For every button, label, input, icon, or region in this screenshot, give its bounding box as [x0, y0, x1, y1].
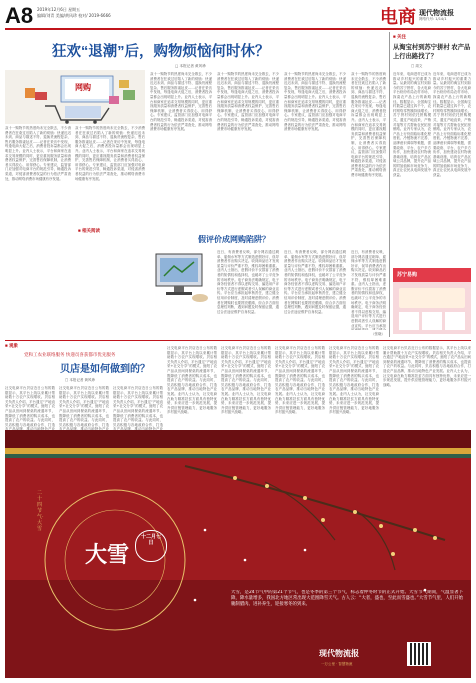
paper-name: 现代物流报 — [419, 9, 454, 17]
ad-grid-3 — [445, 312, 465, 330]
main-body-col1: 双十一购物节的热度尚未完全散去，不少消费者在狂欢过后陷入了新的烦恼：快递迟迟未到、商品与描述不符、退换货流程复杂、售后服务推诿扯皮……记者在采访中发现，每逢电商大促之后，消费者投诉量都会出现明显上升。业内人士表示，平台和商家在追求交易规模的同时，更应重视服务质量和消费者权益保护，完善售后保障机制，让消费者买得放心、用得舒心。专家建议，监管部门应加强对电商平台的规范引导，畅通投诉渠道，对侵害消费者权益的行为依法严肃查处，推动网络消费市场健康有序发展。 — [5, 126, 71, 181]
sidebar-headline: 从淘宝村到苏宁拼村 农产品上行出路找了？ — [393, 44, 471, 60]
section-title: 电商 — [380, 7, 416, 27]
sidebar-tag-marker-icon: ■ — [393, 34, 397, 39]
shopping-cart-icon — [5, 70, 145, 124]
observe-byline: □ 本报记者 黄风珍 — [65, 378, 96, 382]
observe-rule — [5, 340, 471, 341]
sidebar-ad — [393, 268, 471, 334]
ad-grid-2 — [422, 312, 442, 330]
editor-line: 编辑/刘青 美编/黄风珍 校对/ 2019-6666 — [37, 13, 111, 18]
main-body-col5: 双十一购物节的热度尚未完全散去，不少消费者在狂欢过后陷入了新的烦恼：快递迟迟未到、商品与描述不符、退换货流程复杂、售后服务推诿扯皮……记者在采访中发现，每逢电商大促之后，消费者投诉量都会出现明显上升。业内人士表示，平台和商家在追求交易规模的同时，更应重视服务质量和消费者权益保护，完善售后保障机制，让消费者买得放心、用得舒心。专家建议，监管部门应加强对电商平台的规范引导，畅通投诉渠道，对侵害消费者权益的行为依法严肃查处，推动网络消费市场健康有序发展。 — [284, 72, 346, 132]
date-seal-text: 十二月七日 — [141, 535, 162, 546]
main-byline: □ 本报记者 黄风珍 — [175, 64, 206, 68]
qr-code-icon — [407, 642, 431, 666]
banner-logo-sub: 一万公里 · 智慧物流 — [321, 662, 353, 666]
sub-body-col2: 近日，有消费者反映，部分网店通过刷单、雇佣水军等方式制造虚假好评，误导消费者作出购买决定。收到商品后才发现质量与评价严重不符，维权却困难重重。业内人士指出，虚假评价不仅损害了消费者的知情权和选择权，也破坏了公平竞争的市场秩序。电子商务法明确规定，电子商务经营者不得以虚构交易、编造用户评价等方式进行虚假或者引人误解的商业宣传。平台应当承担起审核责任，建立健全信用评价制度，及时清理虚假评价。消费者在网购时也要擦亮眼睛，综合多方面信息理性判断，遇到问题及时保留证据，通过合法途径维护自身权益。 — [284, 250, 346, 314]
shopping-illustration — [5, 70, 145, 124]
image-sign: 网购 — [75, 83, 91, 92]
solar-term-name: 大雪 — [85, 542, 130, 567]
observe-body-col5: 社交电商平台贝店近日公布的数据显示，其平台上线以来累计帮助数十万农户实现增收。贝店相关负责人介绍，平台通过“产地直采+社交分享”的模式，缩短了农产品从田间到餐桌的流通环节，既降低了消费者的购买成本，也提高了农户的收益。与此同时，贝店积极与各地政府合作，打造农产品品牌，推动当地特色产业发展。业内人士认为，社交电商在助力精准扶贫方面具有独特优势，未来应进一步规范发展，提升供应链管理能力，更好地服务乡村振兴战略。 — [221, 346, 271, 415]
sub-line: 网络代号: 1/14/1 — [419, 17, 447, 21]
sub-kicker-marker-icon: ■ — [78, 228, 82, 233]
sub-kicker-label: 相关阅读 — [81, 228, 100, 233]
observe-body-col4: 社交电商平台贝店近日公布的数据显示，其平台上线以来累计帮助数十万农户实现增收。贝店相关负责人介绍，平台通过“产地直采+社交分享”的模式，缩短了农产品从田间到餐桌的流通环节，既降低了消费者的购买成本，也提高了农户的收益。与此同时，贝店积极与各地政府合作，打造农产品品牌，推动当地特色产业发展。业内人士认为，社交电商在助力精准扶贫方面具有独特优势，未来应进一步规范发展，提升供应链管理能力，更好地服务乡村振兴战略。 — [167, 346, 217, 415]
sub-body-col3: 近日，有消费者反映，部分网店通过刷单、雇佣水军等方式制造虚假好评，误导消费者作出购买决定。收到商品后才发现质量与评价严重不符，维权却困难重重。业内人士指出，虚假评价不仅损害了消费者的知情权和选择权，也破坏了公平竞争的市场秩序。电子商务法明确规定，电子商务经营者不得以虚构交易、编造用户评价等方式进行虚假或者引人误解的商业宣传。平台应当承担 — [351, 250, 386, 328]
observe-body-col7: 社交电商平台贝店近日公布的数据显示，其平台上线以来累计帮助数十万农户实现增收。贝店相关负责人介绍，平台通过“产地直采+社交分享”的模式，缩短了农产品从田间到餐桌的流通环节，既降低了消费者的购买成本，也提高了农户的收益。与此同时，贝店积极与各地政府合作，打造农产品品牌，推动当地特色产业发展。业内人士认为，社交电商在助力精准扶贫方面具有独特优势，未来应进一步规范发展，提升供应链管理能力，更好地服务乡村振兴战略。 — [329, 346, 379, 415]
ad-label: 苏宁易购 — [397, 272, 418, 278]
observe-body-col2: 社交电商平台贝店近日公布的数据显示，其平台上线以来累计帮助数十万农户实现增收。贝店相关负责人介绍，平台通过“产地直采+社交分享”的模式，缩短了农产品从田间到餐桌的流通环节，既降低了消费者的购买成本，也提高了农户的收益。与此同时，贝店积极与各地政府合作，打造 — [59, 386, 109, 427]
sub-end-mark: （张晓） — [371, 332, 385, 336]
sub-kicker — [78, 228, 100, 234]
observe-body-col6: 社交电商平台贝店近日公布的数据显示，其平台上线以来累计帮助数十万农户实现增收。贝店相关负责人介绍，平台通过“产地直采+社交分享”的模式，缩短了农产品从田间到餐桌的流通环节，既降低了消费者的购买成本，也提高了农户的收益。与此同时，贝店积极与各地政府合作，打造农产品品牌，推动当地特色产业发展。业内人士认为，社交电商在助力精准扶贫方面具有独特优势，未来应进一步规范发展，提升供应链管理能力，更好地服务乡村振兴战略。 — [275, 346, 325, 415]
main-headline: 狂欢“退潮”后，购物烦恼何时休？ — [52, 44, 270, 60]
header-rule — [5, 28, 471, 30]
sidebar-tag-label: 关注 — [396, 34, 406, 39]
observe-kicker: 党和工农业联络服务 快递员喜获都市优先服务 — [24, 353, 116, 358]
sub-headline: 假评价成网购陷阱？ — [198, 235, 270, 244]
observe-headline: 贝店是如何做到的？ — [60, 364, 150, 375]
observe-body-col3: 社交电商平台贝店近日公布的数据显示，其平台上线以来累计帮助数十万农户实现增收。贝店相关负责人介绍，平台通过“产地直采+社交分享”的模式，缩短了农产品从田间到餐桌的流通环节，既降低了消费者的购买成本，也提高了农户的收益。与此同时，贝店积极与各地政府合作，打造 — [113, 386, 163, 427]
vertical-caption: 二十四节气·大雪 — [37, 490, 44, 532]
sidebar-tag — [393, 34, 406, 40]
ad-grid-1 — [399, 312, 419, 330]
main-body-col6: 双十一购物节的热度尚未完全散去，不少消费者在狂欢过后陷入了新的烦恼：快递迟迟未到、商品与描述不符、退换货流程复杂、售后服务推诿扯皮……记者在采访中发现，每逢电商大促之后，消费者投诉量都会出现明显上升。业内人士表示，平台和商家在追求交易规模的同时，更应重视服务质量和消费者权益保护，完善售后保障机制，让消费者买得放心、用得舒心。专家建议，监管部门应加强对电商平台的规范引导，畅通投诉渠道，对侵害消费者权益的行为依法严肃查处，推动网络消费市场健康有序发展。 — [351, 72, 386, 178]
sub-body-col1: 近日，有消费者反映，部分网店通过刷单、雇佣水军等方式制造虚假好评，误导消费者作出购买决定。收到商品后才发现质量与评价严重不符，维权却困难重重。业内人士指出，虚假评价不仅损害了消费者的知情权和选择权，也破坏了公平竞争的市场秩序。电子商务法明确规定，电子商务经营者不得以虚构交易、编造用户评价等方式进行虚假或者引人误解的商业宣传。平台应当承担起审核责任，建立健全信用评价制度，及时清理虚假评价。消费者在网购时也要擦亮眼睛，综合多方面信息理性判断，遇到问题及时保留证据，通过合法途径维护自身权益。 — [217, 250, 279, 314]
banner-logo: 现代物流报 — [319, 649, 359, 658]
banner-caption: 大雪，是24节气中的第21个节气，也是冬季的第三个节气，标志着仲冬时节的正式开始。大雪节气期间，气温显著下降，降水量增多，我国北方地区常出现大范围降雪天气。古人云：“大者，盛也，至此而雪盛也。”大雪节气里，人们开始腌制腊肉、进补养生，迎接寒冬的到来。 — [231, 590, 463, 607]
observe-body-col1: 社交电商平台贝店近日公布的数据显示，其平台上线以来累计帮助数十万农户实现增收。贝店相关负责人介绍，平台通过“产地直采+社交分享”的模式，缩短了农产品从田间到餐桌的流通环节，既降低了消费者的购买成本，也提高了农户的收益。与此同时，贝店积极与各地政府合作，打造 — [5, 386, 55, 427]
observe-body-col8: 社交电商平台贝店近日公布的数据显示，其平台上线以来累计帮助数十万农户实现增收。贝店相关负责人介绍，平台通过“产地直采+社交分享”的模式，缩短了农产品从田间到餐桌的流通环节，既降低了消费者的购买成本，也提高了农户的收益。与此同时，贝店积极与各地政府合作，打造农产品品牌，推动当地特色产业发展。业内人士认为，社交电商在助力精准扶贫方面具有独特优势，未来应进一步规范发展，提升供应链管理能力，更好地服务乡村振兴战略。 — [383, 346, 471, 387]
observe-tag — [5, 343, 18, 349]
solar-term-banner — [5, 430, 471, 678]
main-body-col3: 双十一购物节的热度尚未完全散去，不少消费者在狂欢过后陷入了新的烦恼：快递迟迟未到、商品与描述不符、退换货流程复杂、售后服务推诿扯皮……记者在采访中发现，每逢电商大促之后，消费者投诉量都会出现明显上升。业内人士表示，平台和商家在追求交易规模的同时，更应重视服务质量和消费者权益保护，完善售后保障机制，让消费者买得放心、用得舒心。专家建议，监管部门应加强对电商平台的规范引导，畅通投诉渠道，对侵害消费者权益的行为依法严肃查处，推动网络消费市场健康有序发展。 — [150, 72, 212, 132]
date-seal — [135, 530, 167, 562]
sidebar-divider — [389, 32, 390, 337]
sidebar-byline: □ 周文 — [411, 64, 423, 68]
date-line: 2019年12月6日 星期五 — [37, 7, 81, 12]
monitor-icon — [150, 248, 212, 306]
palace-wall-graphic — [5, 430, 471, 678]
sidebar-body-col2: 近年来，电商进村已成为推动乡村振兴的重要力量。从最初的淘宝村到如今的苏宁拼村，各大电商平台纷纷布局农村市场，探索农产品上行的新路径。数据显示，全国淘宝村数量已超过四千个，农村网络零售额持续增长。苏宁拼村则依托拼购模式，通过产地直采、产销对接等方式帮助农民拓宽销路。业内专家认为，农产品上行仍面临标准化程度低、冷链物流不完善、品牌意识薄弱等难题，需要政府、平台、农户多方协作，加快建设农村物流基础设施，培育农产品区域公共品牌，提升农产品的附加值和市场竞争力，真正让农民从电商发展中获益。 — [433, 72, 471, 178]
ad-product-block — [399, 288, 465, 308]
page-number: A8 — [5, 3, 34, 28]
main-body-col4: 双十一购物节的热度尚未完全散去，不少消费者在狂欢过后陷入了新的烦恼：快递迟迟未到、商品与描述不符、退换货流程复杂、售后服务推诿扯皮……记者在采访中发现，每逢电商大促之后，消费者投诉量都会出现明显上升。业内人士表示，平台和商家在追求交易规模的同时，更应重视服务质量和消费者权益保护，完善售后保障机制，让消费者买得放心、用得舒心。专家建议，监管部门应加强对电商平台的规范引导，畅通投诉渠道，对侵害消费者权益的行为依法严肃查处，推动网络消费市场健康有序发展。 — [217, 72, 279, 132]
observe-tag-label: 观象 — [8, 343, 18, 348]
main-body-col2: 双十一购物节的热度尚未完全散去，不少消费者在狂欢过后陷入了新的烦恼：快递迟迟未到、商品与描述不符、退换货流程复杂、售后服务推诿扯皮……记者在采访中发现，每逢电商大促之后，消费者投诉量都会出现明显上升。业内人士表示，平台和商家在追求交易规模的同时，更应重视服务质量和消费者权益保护，完善售后保障机制，让消费者买得放心、用得舒心。专家建议，监管部门应加强对电商平台的规范引导，畅通投诉渠道，对侵害消费者权益的行为依法严肃查处，推动网络消费市场健康有序发展。 — [75, 126, 145, 181]
observe-tag-marker-icon: ■ — [5, 343, 9, 348]
sidebar-body-col1: 近年来，电商进村已成为推动乡村振兴的重要力量。从最初的淘宝村到如今的苏宁拼村，各大电商平台纷纷布局农村市场，探索农产品上行的新路径。数据显示，全国淘宝村数量已超过四千个，农村网络零售额持续增长。苏宁拼村则依托拼购模式，通过产地直采、产销对接等方式帮助农民拓宽销路。业内专家认为，农产品上行仍面临标准化程度低、冷链物流不完善、品牌意识薄弱等难题，需要政府、平台、农户多方协作，加快建设农村物流基础设施，培育农产品区域公共品牌，提升农产品的附加值和市场竞争力，真正让农民从电商发展中获益。 — [393, 72, 431, 178]
computer-illustration — [150, 248, 212, 306]
